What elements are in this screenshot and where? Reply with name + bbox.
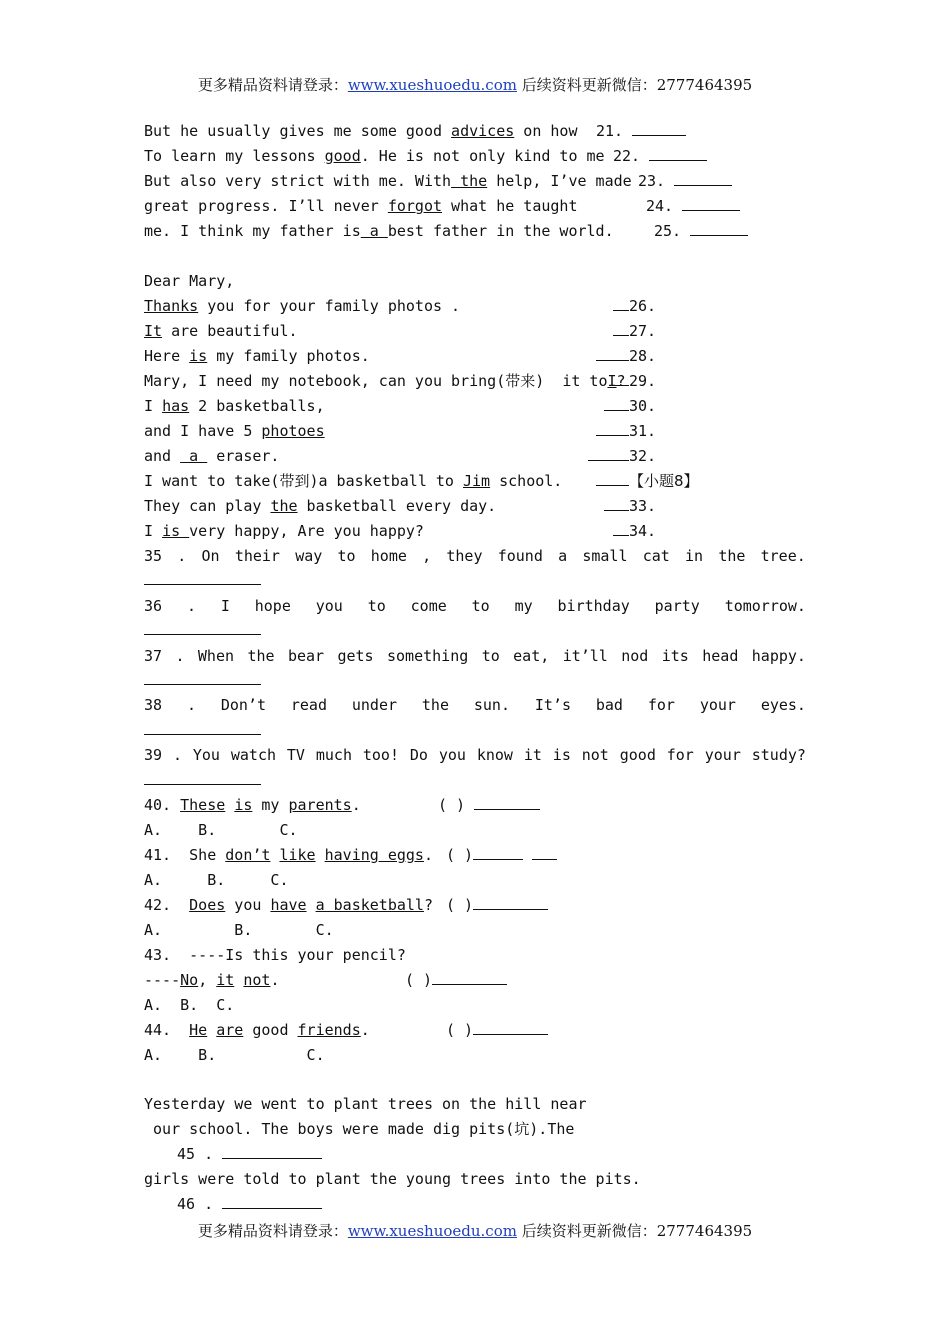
word: watch	[230, 746, 277, 764]
underlined-option: a basketball	[315, 896, 424, 914]
answer-45[interactable]	[177, 1144, 322, 1164]
error-word: good	[324, 147, 361, 165]
text	[180, 896, 189, 914]
question-number: 27.	[629, 322, 657, 340]
mc-options: A. B. C.	[144, 996, 235, 1014]
word: good	[619, 746, 656, 764]
question-number: 22.	[613, 147, 641, 165]
error-word: a	[360, 222, 388, 240]
question-number: 41.	[144, 846, 181, 864]
letter-line: Here is my family photos.	[144, 347, 370, 365]
word: the	[421, 696, 449, 714]
word: much	[315, 746, 352, 764]
text: good	[243, 1021, 298, 1039]
question-number: 31.	[629, 422, 657, 440]
word: study?	[751, 746, 806, 764]
word: Don’t	[220, 696, 266, 714]
word: gets	[337, 647, 374, 665]
underlined-option: Does	[189, 896, 226, 914]
text	[225, 796, 234, 814]
text	[180, 1021, 189, 1039]
mc-question-41	[144, 845, 433, 865]
word: .	[186, 696, 196, 714]
word: it	[523, 746, 542, 764]
header-suffix: 后续资料更新微信：2777464395	[516, 1222, 753, 1240]
header-link[interactable]: www.xueshuoedu.com	[347, 76, 517, 94]
header-prefix: 更多精品资料请登录：	[197, 1222, 348, 1240]
letter-line: Mary, I need my notebook, can you bring(带来) it toI?	[144, 372, 626, 390]
question-number: 40.	[144, 796, 181, 814]
underlined-option: having eggs	[324, 846, 424, 864]
passage1-line	[144, 146, 605, 166]
word: cat	[642, 547, 670, 565]
answer-33[interactable]	[604, 496, 656, 516]
text: .	[270, 971, 280, 989]
text: She	[180, 846, 226, 864]
word: home	[370, 547, 407, 565]
word: they	[446, 547, 483, 565]
answer-paren: ( )	[446, 846, 474, 864]
word: tomorrow.	[724, 597, 806, 615]
answer-30[interactable]	[604, 396, 656, 416]
letter-line: I has 2 basketballs,	[144, 397, 325, 415]
answer-paren: ( )	[405, 971, 433, 989]
word: you	[315, 597, 343, 615]
word: way	[295, 547, 323, 565]
sentence-35	[144, 546, 806, 566]
text: ?	[423, 896, 433, 914]
sentence-36	[144, 596, 806, 616]
underlined-option: like	[279, 846, 316, 864]
word: .	[186, 597, 196, 615]
mc-answer-44[interactable]	[446, 1020, 548, 1040]
word: Do	[409, 746, 428, 764]
mc-options: A. B. C.	[144, 871, 289, 889]
word: for	[666, 746, 694, 764]
word: I	[220, 597, 230, 615]
word: is	[552, 746, 571, 764]
text	[316, 846, 325, 864]
text	[234, 971, 243, 989]
word: On	[201, 547, 220, 565]
text	[307, 896, 316, 914]
error-word: has	[162, 397, 190, 415]
word: under	[351, 696, 398, 714]
word: know	[476, 746, 513, 764]
sentence-38	[144, 695, 806, 715]
question-number: 43.	[144, 946, 181, 964]
mc-question-43-reply	[144, 970, 279, 990]
page-header-top	[0, 74, 950, 95]
word: It’s	[534, 696, 571, 714]
text: ,	[198, 971, 217, 989]
text: .	[360, 1021, 370, 1039]
error-word: a	[180, 447, 208, 465]
word: eyes.	[760, 696, 806, 714]
passage2-line: our school. The boys were made dig pits(坑).The	[144, 1120, 575, 1138]
letter-line: I is very happy, Are you happy?	[144, 522, 424, 540]
text: best father in the world.	[387, 222, 614, 240]
underlined-option: No	[180, 971, 199, 989]
underlined-option: He	[189, 1021, 208, 1039]
answer-line-36[interactable]	[144, 634, 261, 635]
word: party	[654, 597, 700, 615]
word: not	[581, 746, 609, 764]
question-number: 42.	[144, 896, 181, 914]
word: small	[582, 547, 628, 565]
word: ,	[422, 547, 432, 565]
text: what he taught	[442, 197, 578, 215]
error-word: Jim	[463, 472, 491, 490]
passage2-line: girls were told to plant the young trees into the pits.	[144, 1170, 641, 1188]
mc-options: A. B. C.	[144, 921, 334, 939]
word: .	[177, 547, 187, 565]
sentence-39	[144, 745, 806, 765]
word: my	[514, 597, 533, 615]
error-word: I	[607, 372, 617, 390]
question-number: 【小题8】	[629, 472, 699, 490]
mc-answer-40[interactable]	[438, 795, 540, 815]
letter-line: I want to take(带到)a basketball to Jim school.	[144, 472, 563, 490]
passage1-line	[144, 121, 577, 141]
header-suffix: 后续资料更新微信：2777464395	[516, 76, 753, 94]
text: on how	[514, 122, 578, 140]
mc-answer-42[interactable]	[446, 895, 548, 915]
letter-greeting: Dear Mary,	[144, 272, 235, 290]
answer-24[interactable]	[646, 196, 740, 216]
word: your	[704, 746, 741, 764]
word: for	[647, 696, 675, 714]
word: sun.	[473, 696, 510, 714]
word: 37	[144, 647, 163, 665]
word: hope	[254, 597, 291, 615]
answer-29[interactable]	[613, 371, 656, 391]
mc-question-43	[144, 945, 406, 965]
text: .	[351, 796, 361, 814]
answer-31[interactable]	[596, 421, 656, 441]
error-word: Thanks	[144, 297, 199, 315]
passage1-line	[144, 196, 578, 216]
answer-line-39[interactable]	[144, 784, 261, 785]
passage1-line	[144, 171, 632, 191]
mc-answer-43[interactable]	[405, 970, 507, 990]
question-number: 25.	[654, 222, 682, 240]
question-number: 32.	[629, 447, 657, 465]
text: great progress. I’ll never	[144, 197, 388, 215]
word: happy.	[751, 647, 806, 665]
text: But he usually gives me some good	[144, 122, 452, 140]
word: you	[438, 746, 466, 764]
word: their	[234, 547, 280, 565]
word: bear	[287, 647, 325, 665]
answer-23[interactable]	[638, 171, 732, 191]
answer-25[interactable]	[654, 221, 748, 241]
word: eat,	[513, 647, 550, 665]
mc-question-40	[144, 795, 361, 815]
letter-line: It are beautiful.	[144, 322, 298, 340]
answer-line-38[interactable]	[144, 734, 261, 735]
word: tree.	[760, 547, 806, 565]
letter-line: and a eraser.	[144, 447, 280, 465]
word: something	[387, 647, 469, 665]
text: ----	[144, 971, 181, 989]
passage2-line: Yesterday we went to plant trees on the hill near	[144, 1095, 587, 1113]
letter-line: Thanks you for your family photos .	[144, 297, 461, 315]
error-word: photoes	[261, 422, 325, 440]
answer-32[interactable]	[588, 446, 656, 466]
word: head	[702, 647, 739, 665]
text: help, I’ve made	[487, 172, 632, 190]
text: . He is not only kind to me	[360, 147, 605, 165]
letter-line: They can play the basketball every day.	[144, 497, 497, 515]
question-number: 21.	[596, 122, 624, 140]
word: bad	[595, 696, 623, 714]
error-word: It	[144, 322, 163, 340]
question-number: 30.	[629, 397, 657, 415]
error-word: the	[451, 172, 488, 190]
error-word: the	[270, 497, 298, 515]
underlined-option: is	[234, 796, 253, 814]
word: nod	[621, 647, 649, 665]
word: 39	[144, 746, 163, 764]
question-number: 34.	[629, 522, 657, 540]
word: to	[367, 597, 386, 615]
answer-46[interactable]	[177, 1194, 322, 1214]
question-number: 33.	[629, 497, 657, 515]
error-word: forgot	[387, 197, 443, 215]
word: .	[172, 746, 182, 764]
word: read	[290, 696, 327, 714]
answer-34[interactable]	[613, 521, 656, 541]
underlined-option: These	[180, 796, 226, 814]
answer-subquestion-8[interactable]	[596, 471, 699, 491]
mc-question-42	[144, 895, 433, 915]
question-number: 29.	[629, 372, 657, 390]
word: come	[410, 597, 447, 615]
error-word: advices	[451, 122, 515, 140]
word: to	[471, 597, 490, 615]
word: found	[497, 547, 543, 565]
word: a	[558, 547, 568, 565]
text: ----Is this your pencil?	[180, 946, 406, 964]
underlined-option: don’t	[225, 846, 271, 864]
word: your	[699, 696, 736, 714]
answer-27[interactable]	[613, 321, 656, 341]
header-link[interactable]: www.xueshuoedu.com	[347, 1222, 517, 1240]
text: But also very strict with me. With	[144, 172, 452, 190]
passage1-line	[144, 221, 614, 241]
word: When	[197, 647, 235, 665]
text: my	[252, 796, 289, 814]
answer-21[interactable]	[596, 121, 686, 141]
question-number: 24.	[646, 197, 674, 215]
page-header-bottom	[0, 1220, 950, 1241]
word: the	[718, 547, 746, 565]
word: You	[192, 746, 220, 764]
answer-paren: ( )	[446, 896, 474, 914]
underlined-option: not	[243, 971, 271, 989]
question-number: 45 .	[177, 1145, 214, 1163]
word: 36	[144, 597, 163, 615]
mc-answer-41[interactable]	[446, 845, 557, 865]
sentence-37	[144, 646, 806, 666]
mc-question-44	[144, 1020, 370, 1040]
error-word: is	[162, 522, 190, 540]
error-word: is	[189, 347, 208, 365]
text	[207, 1021, 216, 1039]
text: To learn my lessons	[144, 147, 325, 165]
word: 38	[144, 696, 163, 714]
question-number: 26.	[629, 297, 657, 315]
underlined-option: parents	[288, 796, 352, 814]
word: too!	[362, 746, 399, 764]
answer-paren: ( )	[438, 796, 466, 814]
mc-options: A. B. C.	[144, 821, 298, 839]
question-number: 44.	[144, 1021, 181, 1039]
answer-28[interactable]	[596, 346, 656, 366]
answer-paren: ( )	[446, 1021, 474, 1039]
answer-26[interactable]	[613, 296, 656, 316]
mc-options: A. B. C.	[144, 1046, 325, 1064]
word: in	[685, 547, 704, 565]
answer-22[interactable]	[613, 146, 707, 166]
underlined-option: it	[216, 971, 235, 989]
word: its	[661, 647, 689, 665]
text: you	[225, 896, 271, 914]
header-prefix: 更多精品资料请登录：	[197, 76, 348, 94]
word: to	[481, 647, 500, 665]
question-number: 46 .	[177, 1195, 214, 1213]
question-number: 23.	[638, 172, 666, 190]
answer-line-35[interactable]	[144, 584, 261, 585]
word: to	[337, 547, 356, 565]
underlined-option: have	[270, 896, 307, 914]
word: the	[247, 647, 275, 665]
question-number: 28.	[629, 347, 657, 365]
word: .	[175, 647, 185, 665]
word: birthday	[557, 597, 630, 615]
text: me. I think my father is	[144, 222, 361, 240]
word: 35	[144, 547, 163, 565]
answer-line-37[interactable]	[144, 684, 261, 685]
letter-line: and I have 5 photoes	[144, 422, 325, 440]
word: it’ll	[562, 647, 608, 665]
underlined-option: friends	[297, 1021, 361, 1039]
text: .	[423, 846, 433, 864]
underlined-option: are	[216, 1021, 244, 1039]
word: TV	[286, 746, 305, 764]
